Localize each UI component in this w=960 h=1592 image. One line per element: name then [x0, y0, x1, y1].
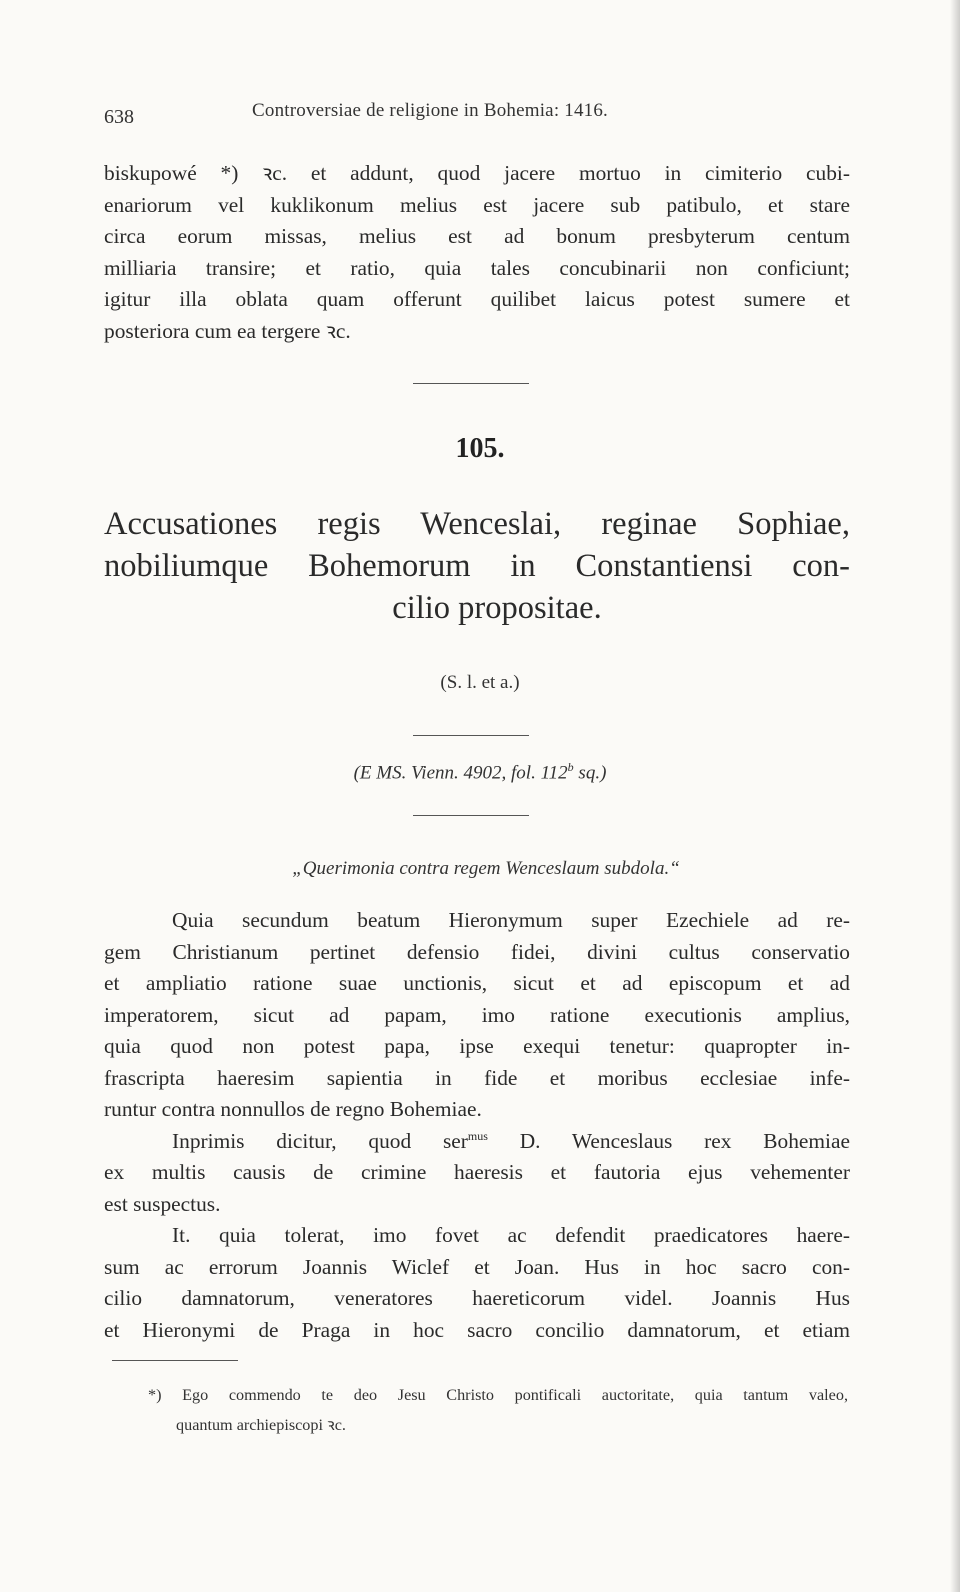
body-paragraph-3: [104, 1220, 850, 1346]
intro-paragraph: [104, 158, 850, 347]
body-paragraph-2: [104, 1126, 850, 1221]
source-rule-top: [413, 735, 529, 736]
text-line: est suspectus.: [104, 1191, 221, 1216]
section-number: 105.: [455, 433, 505, 464]
text-line: frascripta haeresim sapientia in fide et moribus ecclesiae infe-: [104, 1065, 850, 1090]
page-edge-shadow: [950, 0, 960, 1592]
footnote-line: *) Ego commendo te deo Jesu Christo pontificali auctoritate, quia tantum valeo,: [148, 1386, 848, 1404]
running-title: Controversiae de religione in Bohemia: 1416.: [252, 100, 608, 121]
date-note: (S. l. et a.): [440, 672, 520, 693]
page-number: 638: [104, 106, 134, 128]
text-line: milliaria transire; et ratio, quia tales concubinarii non conficiunt;: [104, 255, 850, 280]
text-line: posteriora cum ea tergere ꝛc.: [104, 318, 351, 343]
section-title: [104, 503, 850, 629]
footnote-rule: [112, 1360, 238, 1361]
text-line: et Hieronymi de Praga in hoc sacro concilio damnatorum, et etiam: [104, 1317, 850, 1342]
text-line: gem Christianum pertinet defensio fidei, divini cultus conservatio: [104, 939, 850, 964]
text-line: igitur illa oblata quam offerunt quilibet laicus potest sumere et: [104, 287, 850, 311]
running-header: [104, 100, 844, 130]
body-paragraph-1: [104, 905, 850, 1126]
source-prefix: (E MS. Vienn. 4902, fol. 112: [353, 762, 568, 784]
text-segment: D. Wenceslaus rex Bohemiae: [487, 1128, 850, 1153]
text-line: enariorum vel kuklikonum melius est jacere sub patibulo, et stare: [104, 192, 850, 217]
text-line: quia quod non potest papa, ipse exequi tenetur: quapropter in-: [104, 1034, 850, 1058]
footnote: [148, 1380, 848, 1440]
text-line: It. quia tolerat, imo fovet ac defendit praedicatores haere-: [172, 1223, 850, 1247]
text-line: circa eorum missas, melius est ad bonum presbyterum centum: [104, 224, 850, 248]
abbreviation-superscript: mus: [467, 1128, 488, 1143]
text-line: imperatorem, sicut ad papam, imo ratione executionis amplius,: [104, 1002, 850, 1027]
text-line: biskupowé *) ꝛc. et addunt, quod jacere mortuo in cimiterio cubi-: [104, 161, 850, 185]
motto-heading: „Querimonia contra regem Wenceslaum subdola.“: [292, 858, 680, 879]
section-divider: [413, 383, 529, 384]
footnote-line: quantum archiepiscopi ꝛc.: [176, 1416, 346, 1434]
source-suffix: sq.): [573, 762, 607, 784]
title-line: nobiliumque Bohemorum in Constantiensi con-: [104, 548, 850, 584]
text-line: sum ac errorum Joannis Wiclef et Joan. Hus in hoc sacro con-: [104, 1254, 850, 1279]
source-rule-bottom: [413, 815, 529, 816]
text-line: Quia secundum beatum Hieronymum super Ezechiele ad re-: [172, 908, 850, 932]
title-line: cilio propositae.: [392, 590, 602, 626]
text-line: ex multis causis de crimine haeresis et fautoria ejus vehementer: [104, 1160, 850, 1184]
text-line: et ampliatio ratione suae unctionis, sicut et ad episcopum et ad: [104, 971, 850, 995]
title-line: Accusationes regis Wenceslai, reginae Sophiae,: [104, 506, 850, 542]
text-line: cilio damnatorum, veneratores haereticorum videl. Joannis Hus: [104, 1286, 850, 1310]
manuscript-source: [0, 760, 960, 784]
text-segment: Inprimis dicitur, quod ser: [172, 1128, 468, 1153]
source-superscript: b: [567, 760, 574, 774]
text-line: [104, 1126, 850, 1158]
text-line: runtur contra nonnullos de regno Bohemiae.: [104, 1097, 482, 1121]
